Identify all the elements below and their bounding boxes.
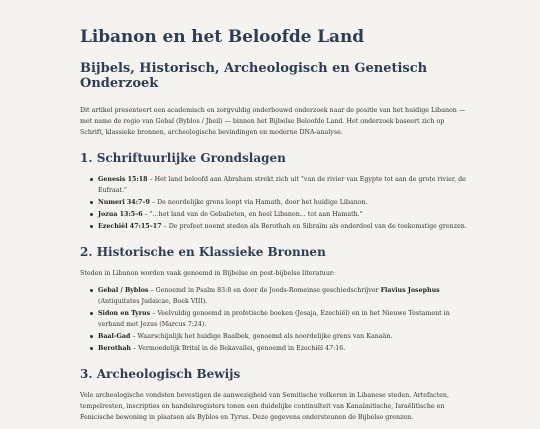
place-name: Sidon en Tyrus bbox=[98, 310, 151, 317]
section-heading-archaeology: 3. Archeologisch Bewijs bbox=[80, 367, 241, 381]
scripture-list bbox=[80, 174, 470, 232]
list-item-text: – Waarschijnlijk het huidige Baalbek, genoemd als noordelijke grens van Kanaän. bbox=[130, 333, 393, 340]
scripture-ref: Genesis 15:18 bbox=[98, 176, 148, 183]
place-name: Gebal / Byblos bbox=[98, 287, 149, 294]
list-item bbox=[98, 308, 470, 330]
list-item-text: – De noordelijke grens loopt via Hamath, door het huidige Libanon. bbox=[149, 199, 368, 206]
scripture-ref: Ezechiël 47:15–17 bbox=[98, 223, 162, 230]
list-item bbox=[98, 285, 470, 307]
list-item bbox=[98, 209, 470, 220]
archaeology-paragraph: Vele archeologische vondsten bevestigen de aanwezigheid van Semitische volkeren in Libanese steden. Artefacten, tempelresten, inscripties en handelsregisters tonen een duidelijke continuïteit van Kanaänitische, Israëlitische en Fenicische bewoning in plaatsen als Byblos en Tyrus. Deze gegevens ondersteunen de Bijbelse grenzen. bbox=[80, 392, 449, 421]
author-name: Flavius Josephus bbox=[380, 287, 440, 294]
list-item-text: – "...het land van de Gebalieten, en heel Libanon... tot aan Hamath." bbox=[142, 211, 363, 218]
section-heading-scripture: 1. Schriftuurlijke Grondslagen bbox=[80, 151, 286, 165]
historical-list bbox=[80, 285, 470, 354]
list-item bbox=[98, 343, 470, 354]
list-item bbox=[98, 197, 470, 208]
list-item bbox=[98, 174, 470, 196]
scripture-ref: Numeri 34:7–9 bbox=[98, 199, 150, 206]
historical-intro: Steden in Libanon worden vaak genoemd in Bijbelse en post-bijbelse literatuur: bbox=[80, 270, 336, 277]
list-item-text: – Het land beloofd aan Abraham strekt zich uit "van de rivier van Egypte tot aan de grote rivier, de Eufraat." bbox=[98, 176, 466, 194]
section-heading-historical: 2. Historische en Klassieke Bronnen bbox=[80, 245, 326, 259]
list-item-text: – De profeet noemt steden als Berothah en Sibraïm als onderdeel van de toekomstige grenzen. bbox=[161, 223, 467, 230]
list-item-text: – Vermoedelijk Brital in de Bekavallei, genoemd in Ezechiël 47:16. bbox=[131, 345, 346, 352]
page-subtitle: Bijbels, Historisch, Archeologisch en Genetisch Onderzoek bbox=[80, 61, 428, 91]
scripture-ref: Jozua 13:5–6 bbox=[98, 211, 143, 218]
list-item bbox=[98, 331, 470, 342]
list-item-text-tail: (Antiquitates Judaicae, Boek VIII). bbox=[98, 298, 208, 305]
article-content bbox=[80, 27, 470, 429]
place-name: Baal-Gad bbox=[98, 333, 131, 340]
intro-paragraph: Dit artikel presenteert een academisch en zorgvuldig onderbouwd onderzoek naar de positie van het huidige Libanon — met name de regio van Gebal (Byblos / Jbeil) — binnen het Bijbelse Beloofde Land. Het onderzoek baseert zich op Schrift, klassieke bronnen, archeologische bevindingen en moderne DNA-analyse. bbox=[80, 107, 466, 136]
list-item-text: – Veelvuldig genoemd in profetische boeken (Jesaja, Ezechiël) en in het Nieuwe Testament in verband met Jezus (Marcus 7:24). bbox=[98, 310, 450, 328]
list-item bbox=[98, 221, 470, 232]
list-item-text: – Genoemd in Psalm 83:8 en door de Joods-Romeinse geschiedschrijver bbox=[148, 287, 381, 294]
page-title: Libanon en het Beloofde Land bbox=[80, 27, 365, 47]
place-name: Berothah bbox=[98, 345, 131, 352]
